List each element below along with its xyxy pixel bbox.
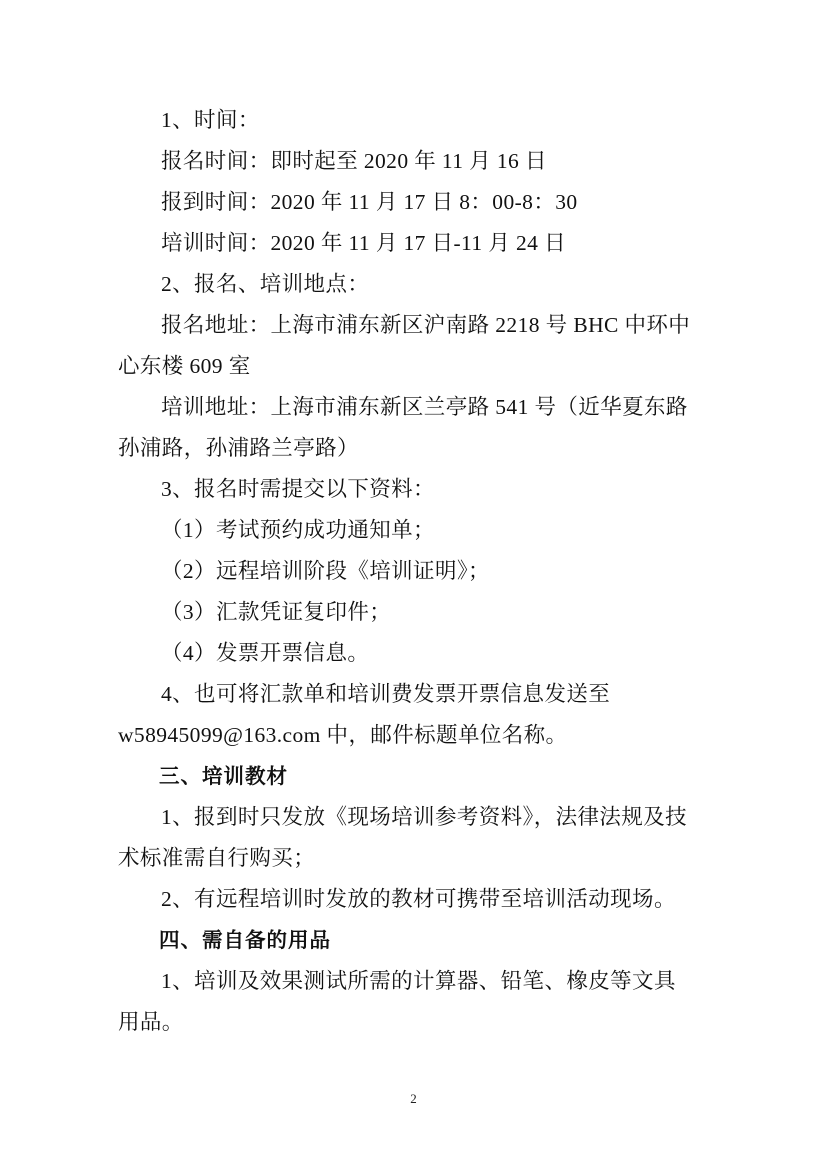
page-number: 2 — [410, 1091, 417, 1106]
section-heading: 四、需自备的用品 — [159, 928, 331, 952]
paragraph-line: 报到时间：2020 年 11 月 17 日 8：00-8：30 — [161, 190, 578, 214]
section-heading: 三、培训教材 — [159, 764, 288, 788]
paragraph-line: 培训时间：2020 年 11 月 17 日-11 月 24 日 — [161, 231, 566, 255]
document-body — [118, 100, 709, 1043]
paragraph-line: 报名地址：上海市浦东新区沪南路 2218 号 BHC 中环中 — [161, 313, 691, 337]
paragraph-line: 报名时间：即时起至 2020 年 11 月 16 日 — [161, 149, 547, 173]
paragraph-line: 1、时间： — [161, 108, 260, 132]
paragraph-line: （3）汇款凭证复印件； — [161, 600, 392, 624]
paragraph-line: 1、报到时只发放《现场培训参考资料》，法律法规及技 — [161, 805, 688, 829]
paragraph-line: 用品。 — [118, 1010, 184, 1034]
paragraph-line: 3、报名时需提交以下资料： — [161, 477, 435, 501]
paragraph-line: 2、报名、培训地点： — [161, 272, 370, 296]
paragraph-line: （2）远程培训阶段《培训证明》； — [161, 559, 490, 583]
paragraph-line: w58945099@163.com 中，邮件标题单位名称。 — [118, 723, 568, 747]
paragraph-line: 心东楼 609 室 — [118, 354, 251, 378]
paragraph-line: 孙浦路，孙浦路兰亭路） — [118, 436, 359, 460]
paragraph-line: 术标准需自行购买； — [118, 846, 316, 870]
paragraph-line: （1）考试预约成功通知单； — [161, 518, 435, 542]
paragraph-line: 2、有远程培训时发放的教材可携带至培训活动现场。 — [161, 887, 676, 911]
paragraph-line: 4、也可将汇款单和培训费发票开票信息发送至 — [161, 682, 611, 706]
paragraph-line: 培训地址：上海市浦东新区兰亭路 541 号（近华夏东路 — [161, 395, 688, 419]
paragraph-line: 1、培训及效果测试所需的计算器、铅笔、橡皮等文具 — [161, 969, 676, 993]
paragraph-line: （4）发票开票信息。 — [161, 641, 370, 665]
